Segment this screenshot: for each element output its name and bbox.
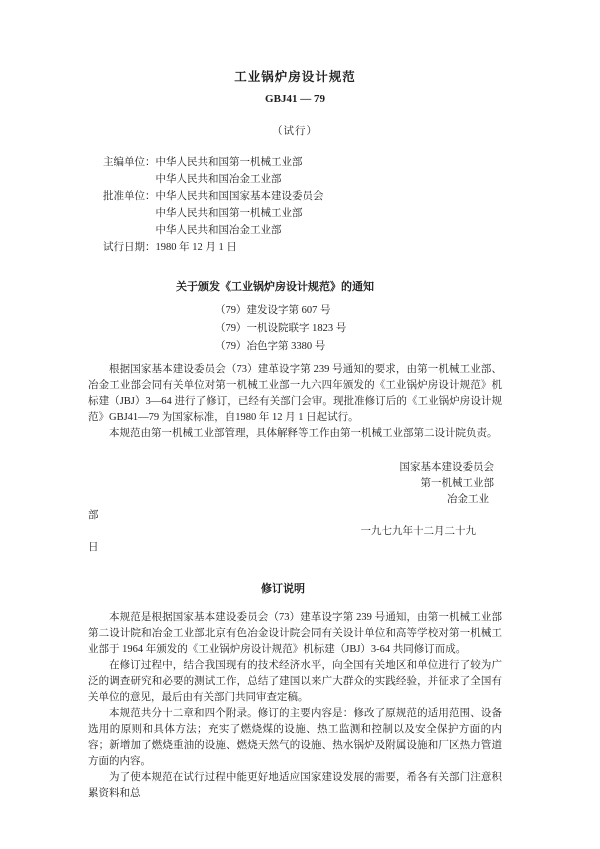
- doc-number-line: （79）冶色字第 3380 号: [215, 341, 326, 352]
- notice-paragraph: 根据国家基本建设委员会（73）建革设字第 239 号通知的要求，由第一机械工业部、冶金工业部会同有关单位对第一机械工业部一九六四年颁发的《工业锅炉房设计规范》机标建（JBJ）3—64 进行了修订，已经有关部门会审。现批准修订后的《工业锅炉房设计规范》GBJ41—79 为国家标准，自1980 年 12 月 1 日起试行。: [88, 364, 502, 423]
- signature-line: 第一机械工业部: [420, 478, 494, 489]
- notice-paragraph: 本规范由第一机械工业部管理，具体解释等工作由第一机械工业部第二设计院负责。: [109, 428, 498, 439]
- doc-number-line: （79）一机设院联字 1823 号: [215, 323, 347, 334]
- revision-notes-heading: 修订说明: [261, 583, 305, 595]
- signature-line-wrap: 部: [88, 510, 99, 521]
- meta-row-trial-date: [103, 239, 502, 256]
- revision-paragraph: 在修订过程中，结合我国现有的技术经济水平，向全国有关地区和单位进行了较为广泛的调查研究和必要的测试工作，总结了建国以来广大群众的实践经验，并征求了全国有关单位的意见，最后由有关部门共同审查定稿。: [88, 660, 502, 703]
- document-title: 工业锅炉房设计规范: [234, 70, 356, 84]
- document-code: GBJ41 — 79: [265, 93, 325, 105]
- meta-value-line: 中华人民共和国冶金工业部: [155, 225, 282, 236]
- meta-label: 试行日期：: [103, 242, 156, 253]
- signature-date-line: 一九七九年十二月二十九: [360, 526, 476, 537]
- meta-label: 主编单位：: [103, 157, 156, 168]
- meta-value-line: 中华人民共和国国家基本建设委员会: [155, 191, 324, 202]
- notice-doc-numbers: [88, 302, 502, 356]
- signature-line: 国家基本建设委员会: [399, 462, 494, 473]
- meta-values: [156, 239, 503, 256]
- revision-paragraph: 为了使本规范在试行过程中能更好地适应国家建设发展的需要，希各有关部门注意积累资料和总: [88, 772, 502, 799]
- meta-value-line: 中华人民共和国冶金工业部: [155, 174, 282, 185]
- revision-paragraph: 本规范是根据国家基本建设委员会（73）建革设字第 239 号通知，由第一机械工业部第二设计院和冶金工业部北京有色冶金设计院会同有关设计单位和高等学校对第一机械工业部于 1964 年颁发的《工业锅炉房设计规范》机标建（JBJ）3-64 共同修订而成。: [88, 612, 502, 655]
- doc-number-line: （79）建发设字第 607 号: [215, 305, 331, 316]
- meta-label: 批准单位：: [103, 191, 156, 202]
- revision-notes-section: [88, 582, 502, 802]
- document-meta-block: [103, 154, 502, 256]
- signature-date-wrap: 日: [88, 542, 99, 553]
- notice-section: [88, 280, 502, 556]
- notice-heading: 关于颁发《工业锅炉房设计规范》的通知: [176, 281, 374, 293]
- meta-value-line: 中华人民共和国第一机械工业部: [155, 208, 303, 219]
- signature-line: 冶金工业: [447, 494, 489, 505]
- meta-values: [156, 154, 503, 188]
- revision-paragraphs: [88, 610, 502, 802]
- meta-value-line: 中华人民共和国第一机械工业部: [155, 157, 303, 168]
- meta-value-line: 1980 年 12 月 1 日: [155, 242, 237, 253]
- trial-status-label: （试行）: [272, 126, 318, 137]
- meta-row-approver: [103, 188, 502, 239]
- meta-row-chief-editor: [103, 154, 502, 188]
- revision-paragraph: 本规范共分十二章和四个附录。修订的主要内容是：修改了原规范的适用范围、设备选用的原则和具体方法；充实了燃烧煤的设施、热工监测和控制以及安全保护方面的内容；新增加了燃烧重油的设施、燃烧天然气的设施、热水锅炉及附属设施和厂区热力管道方面的内容。: [88, 708, 502, 767]
- signature-block: [88, 460, 502, 556]
- notice-paragraphs: [88, 362, 502, 442]
- meta-values: [156, 188, 503, 239]
